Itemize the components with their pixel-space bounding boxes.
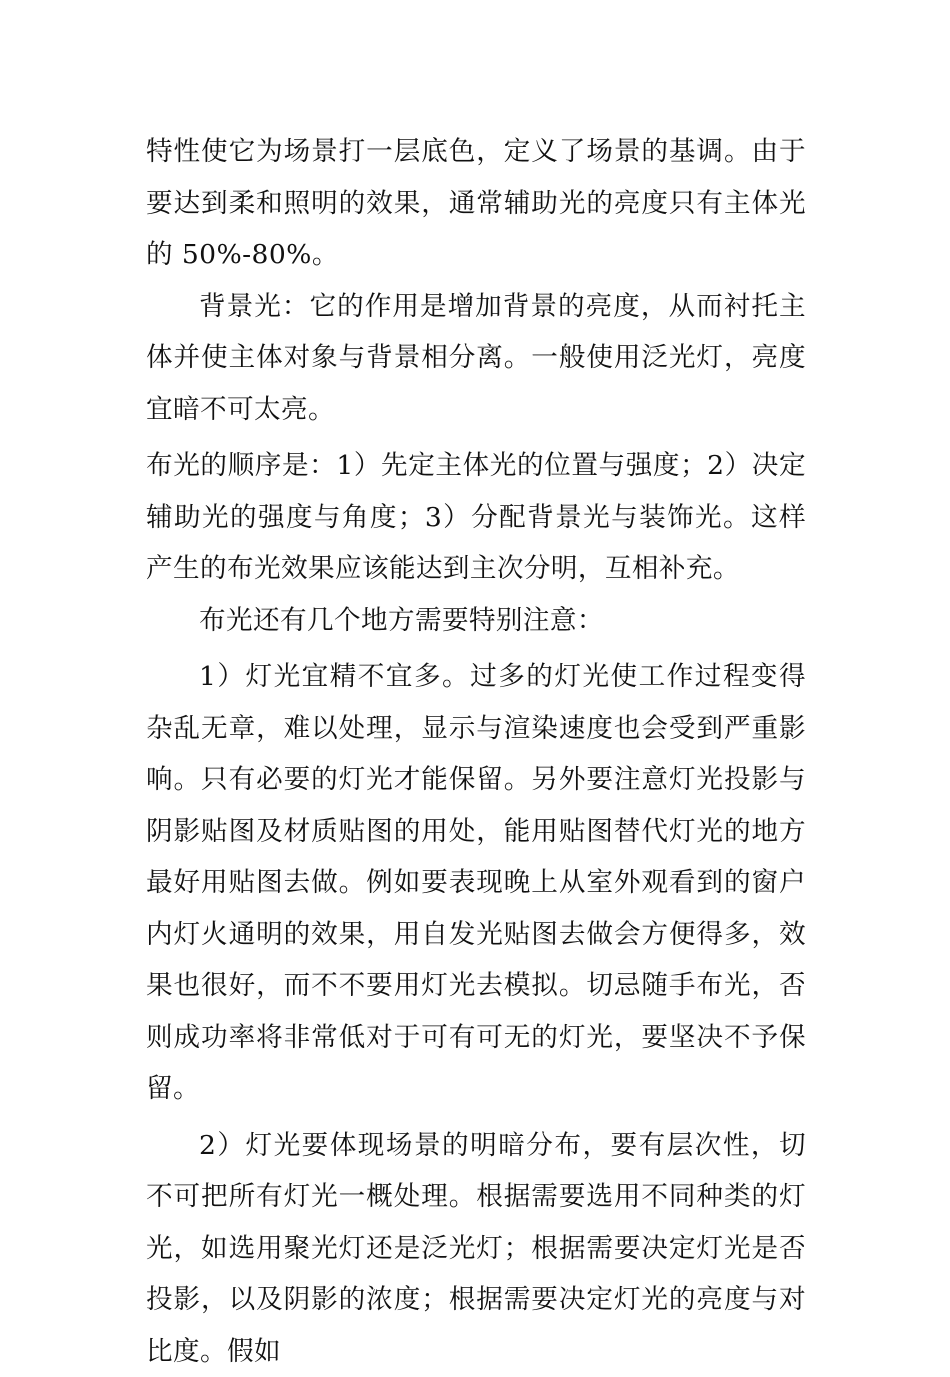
paragraph-note-1: 1）灯光宜精不宜多。过多的灯光使工作过程变得杂乱无章，难以处理，显示与渲染速度也会受到严重影响。只有必要的灯光才能保留。另外要注意灯光投影与阴影贴图及材质贴图的用处，能用贴图替代灯光的地方最好用贴图去做。例如要表现晚上从室外观看到的窗户内灯火通明的效果，用自发光贴图去做会方便得多，效果也很好，而不不要用灯光去模拟。切忌随手布光，否则成功率将非常低对于可有可无的灯光，要坚决不予保留。 [146, 651, 806, 1115]
paragraph-lighting-order: 布光的顺序是：1）先定主体光的位置与强度；2）决定辅助光的强度与角度；3）分配背景光与装饰光。这样产生的布光效果应该能达到主次分明，互相补充。 [146, 440, 806, 595]
document-body [146, 126, 806, 1377]
paragraph-fill-light-continued: 特性使它为场景打一层底色，定义了场景的基调。由于要达到柔和照明的效果，通常辅助光的亮度只有主体光的 50%-80%。 [146, 126, 806, 281]
paragraph-notes-intro: 布光还有几个地方需要特别注意： [146, 595, 806, 647]
paragraph-note-2: 2）灯光要体现场景的明暗分布，要有层次性，切不可把所有灯光一概处理。根据需要选用不同种类的灯光，如选用聚光灯还是泛光灯；根据需要决定灯光是否投影，以及阴影的浓度；根据需要决定灯光的亮度与对比度。假如 [146, 1120, 806, 1377]
paragraph-background-light: 背景光：它的作用是增加背景的亮度，从而衬托主体并使主体对象与背景相分离。一般使用泛光灯，亮度宜暗不可太亮。 [146, 281, 806, 436]
